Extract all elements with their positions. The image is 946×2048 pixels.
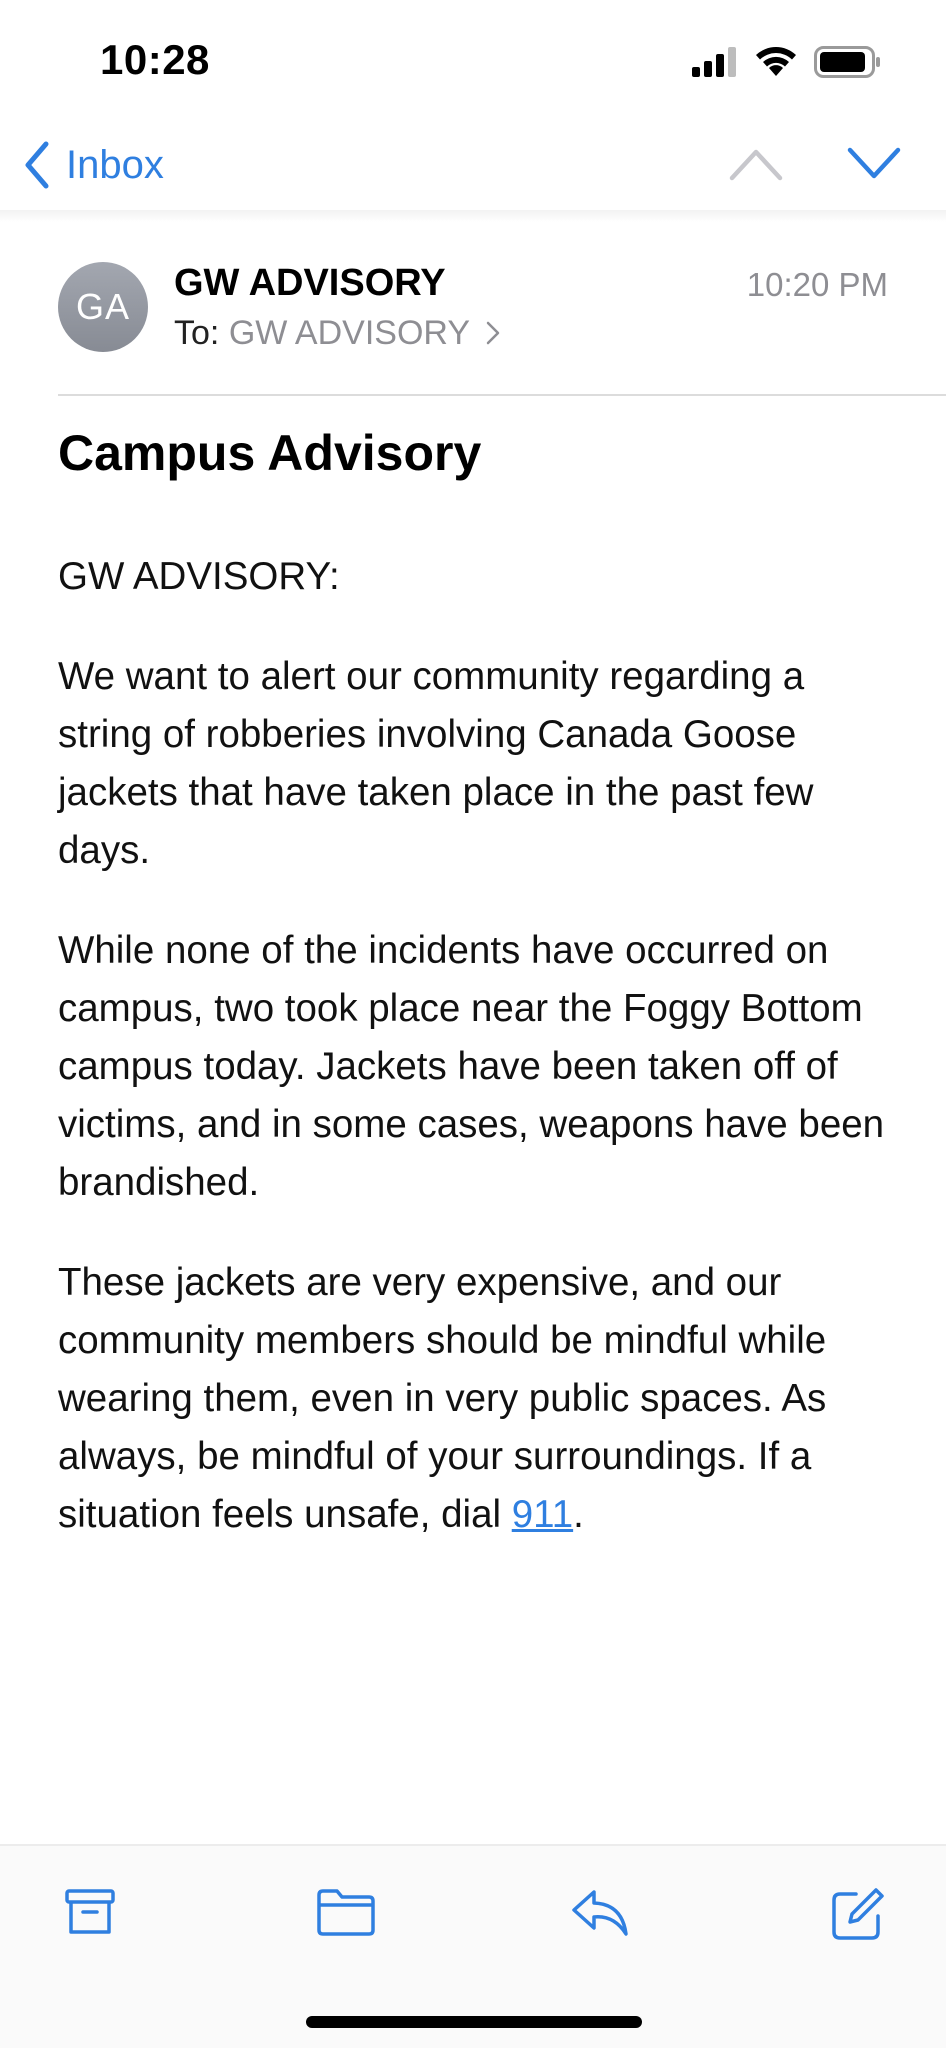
archive-icon[interactable]	[64, 1886, 116, 1938]
previous-message-chevron-up-icon[interactable]	[728, 146, 784, 182]
cellular-signal-icon	[692, 47, 738, 77]
next-message-chevron-down-icon[interactable]	[846, 146, 902, 182]
message-timestamp: 10:20 PM	[746, 266, 888, 303]
bottom-toolbar	[0, 1846, 946, 2048]
wifi-icon	[754, 46, 798, 78]
body-paragraph: We want to alert our community regarding a string of robberies involving Canada Goose jackets that have taken place in the past few days.	[58, 655, 814, 872]
message-subject: Campus Advisory	[58, 425, 482, 481]
to-recipient: GW ADVISORY	[228, 314, 470, 352]
body-text: These jackets are very expensive, and our community members should be mindful while wearing them, even in very public spaces. As always, be mindful of your surroundings. If a situation feels unsafe, dial	[58, 1261, 827, 1536]
body-paragraph	[58, 1254, 898, 1544]
phone-number-link[interactable]: 911	[511, 1493, 574, 1536]
avatar[interactable]: GA	[58, 262, 148, 352]
message-header	[58, 262, 888, 392]
back-to-inbox-button[interactable]	[22, 140, 164, 190]
header-divider	[58, 394, 946, 396]
message-body	[58, 548, 898, 1586]
chevron-left-icon	[22, 140, 52, 190]
back-label: Inbox	[66, 142, 164, 187]
body-text-end: .	[573, 1493, 584, 1536]
sender-name[interactable]: GW ADVISORY	[174, 262, 446, 304]
chevron-right-icon	[485, 320, 501, 346]
status-time: 10:28	[100, 36, 210, 83]
nav-divider	[0, 210, 946, 222]
compose-icon[interactable]	[830, 1886, 886, 1942]
home-indicator[interactable]	[306, 2016, 642, 2028]
folder-icon[interactable]	[316, 1886, 376, 1938]
navigation-bar	[0, 130, 946, 220]
body-paragraph: While none of the incidents have occurred on campus, two took place near the Foggy Bottom campus today. Jackets have been taken off of victims, and in some cases, weapons have been brandished.	[58, 929, 885, 1204]
battery-icon	[814, 46, 882, 78]
body-paragraph: GW ADVISORY:	[58, 555, 340, 598]
status-icons	[692, 46, 882, 78]
recipients-line[interactable]	[174, 314, 501, 353]
to-prefix: To:	[174, 314, 220, 352]
reply-icon[interactable]	[570, 1886, 630, 1938]
status-bar	[0, 0, 946, 120]
